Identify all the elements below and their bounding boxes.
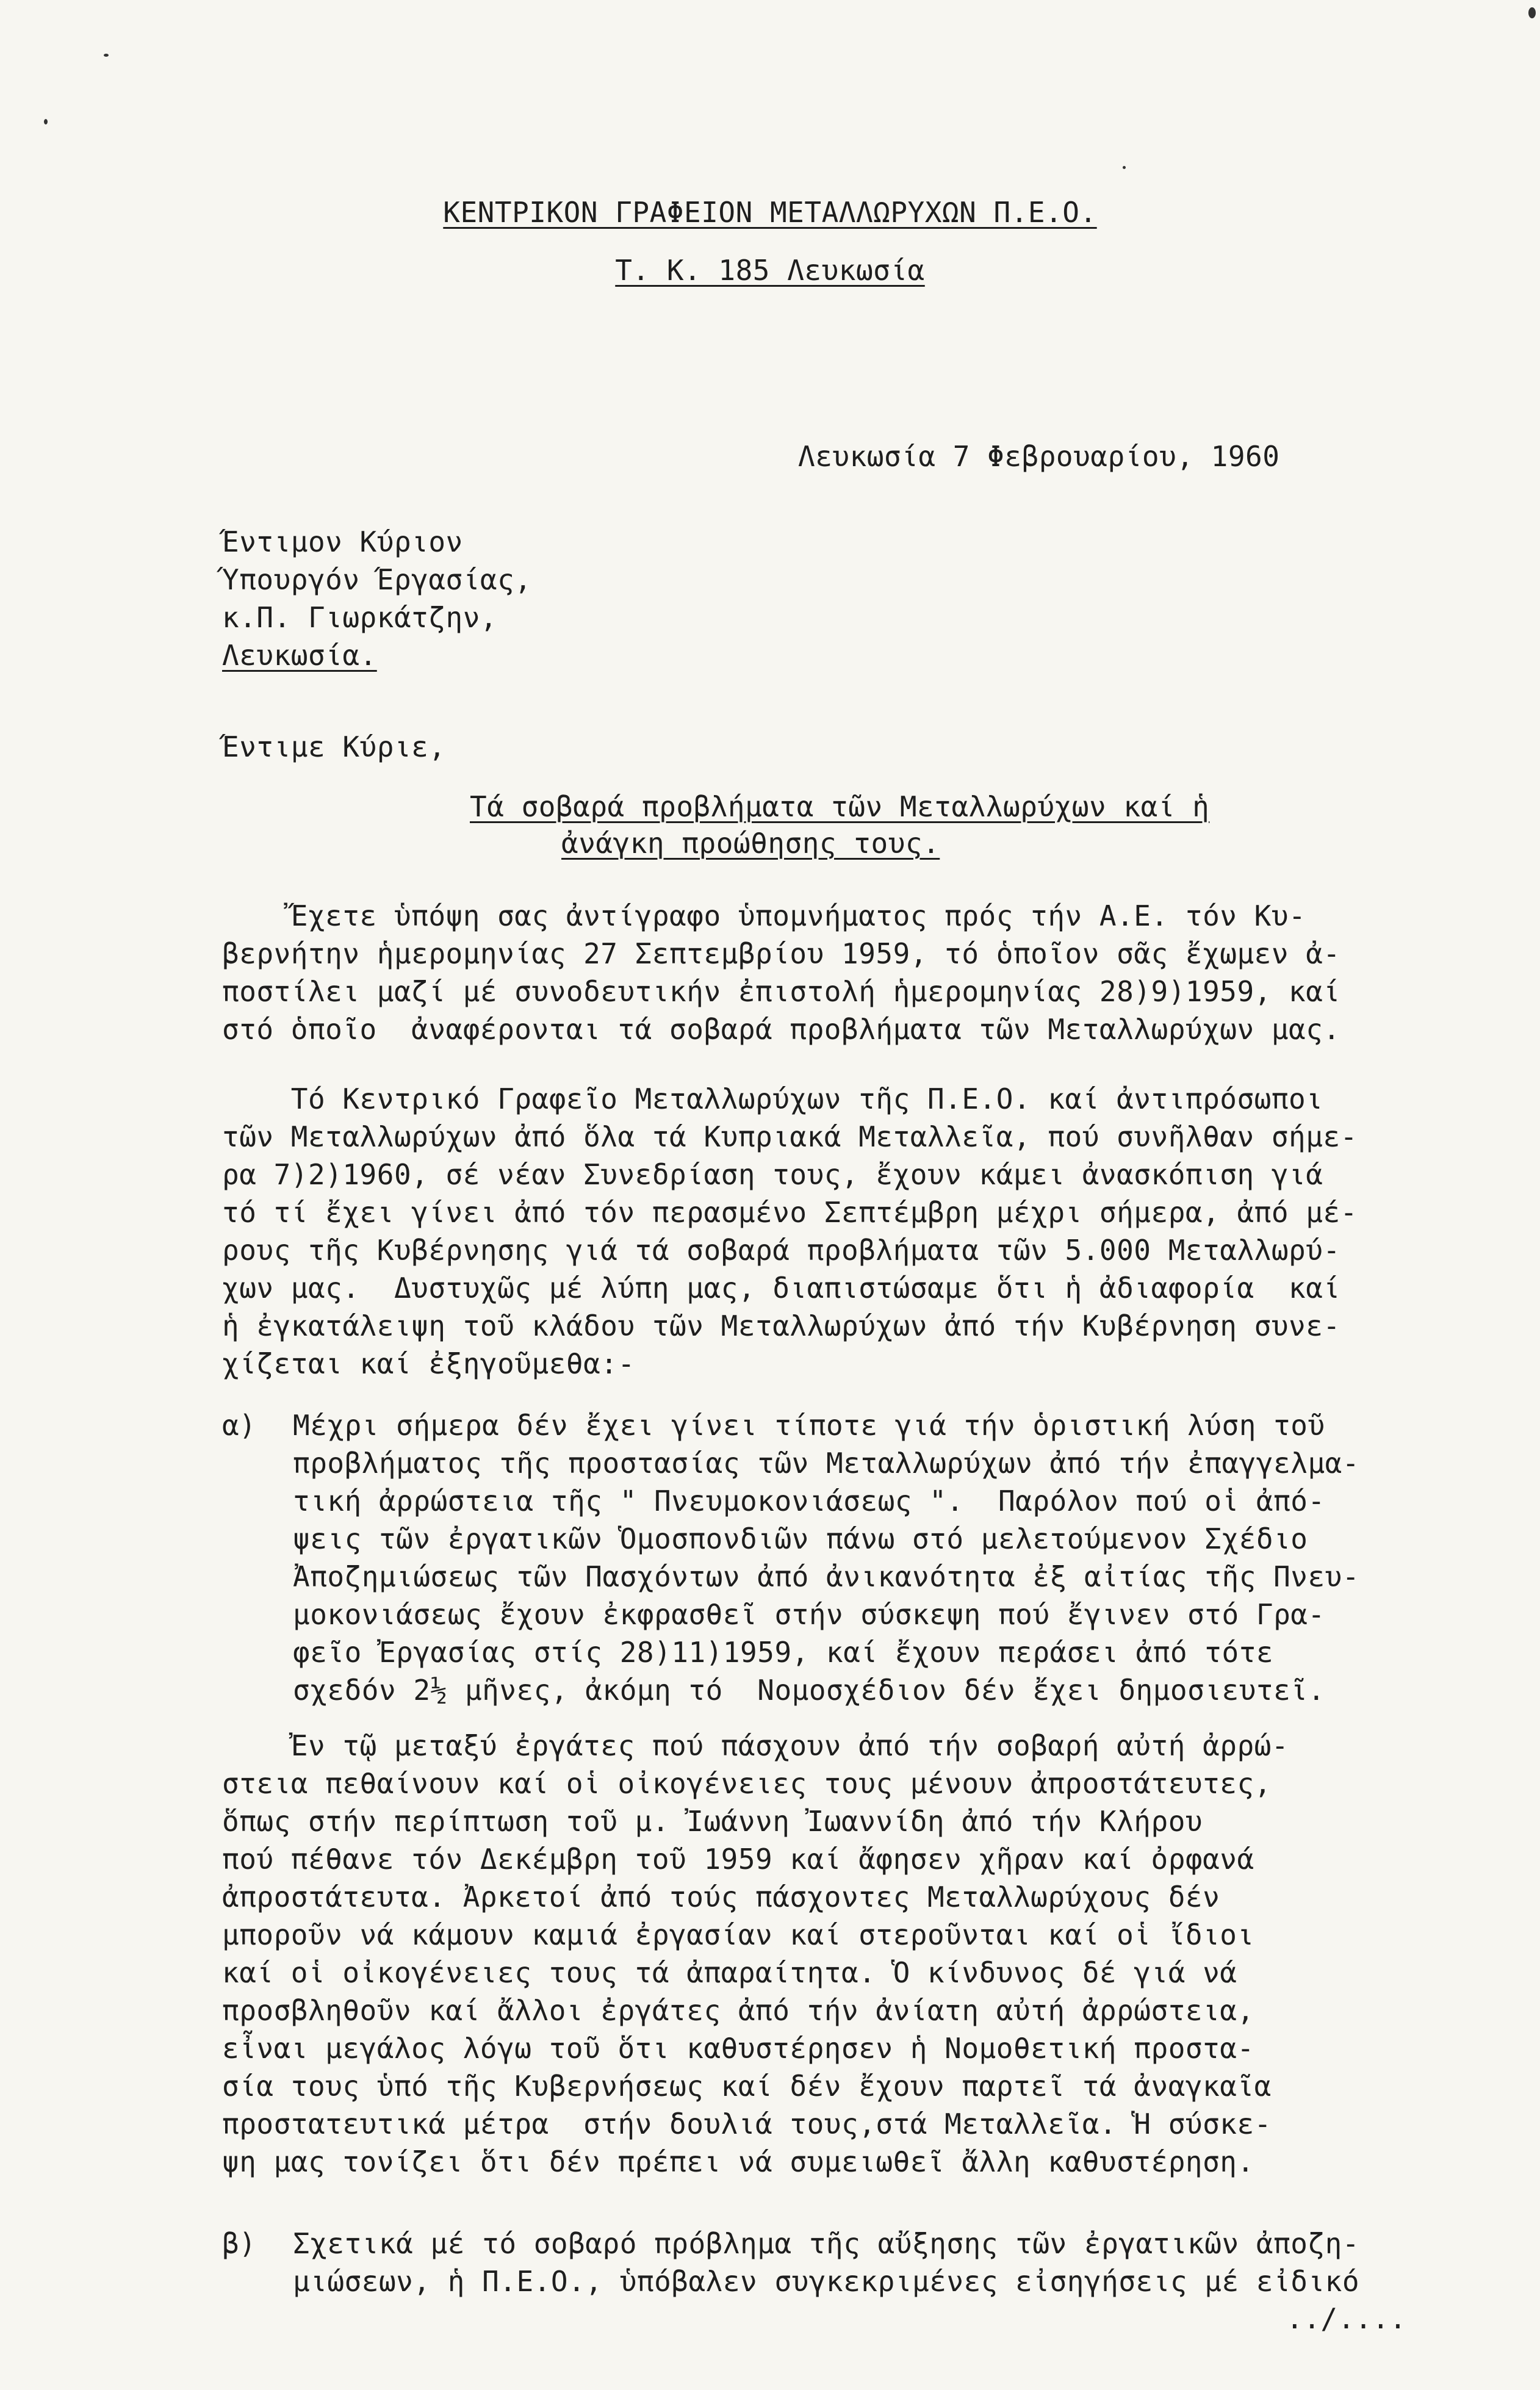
paragraph-2: Τό Κεντρικό Γραφεῖο Μεταλλωρύχων τῆς Π.Ε.Ο. καί ἀντιπρόσωποι τῶν Μεταλλωρύχων ἀπό ὅλα τά Κυπριακά Μεταλλεῖα, πού συνῆλθαν σήμε- ρα 7)2)1960, σέ νέαν Συνεδρίαση τους, ἔχουν κάμει ἀνασκόπιση γιά τό τί ἔχει γίνει ἀπό τόν περασμένο Σεπτέμβρη μέχρι σήμερα, ἀπό μέ- ρους τῆς Κυβέρνησης γιά τά σοβαρά προβλήματα τῶν 5.000 Μεταλλωρύ- χων μας. Δυστυχῶς μέ λύπη μας, διαπιστώσαμε ὅτι ἡ ἀδιαφορία καί ἡ ἐγκατάλειψη τοῦ κλάδου τῶν Μεταλλωρύχων ἀπό τήν Κυβέρνηση συνε- χίζεται καί ἐξηγοῦμεθα:- [222,1082,1358,1380]
recipient-line-3: κ.Π. Γιωρκάτζην, [222,601,498,634]
recipient-line-1: Έντιμον Κύριον [222,525,463,558]
date-line: Λευκωσία 7 Φεβρουαρίου, 1960 [798,440,1280,473]
paragraph-1: Ἔχετε ὑπόψη σας ἀντίγραφο ὑπομνήματος πρός τήν Α.Ε. τόν Κυ- βερνήτην ἡμερομηνίας 27 Σεπτεμβρίου 1959, τό ὁποῖον σᾶς ἔχωμεν ἀ- ποστίλει μαζί μέ συνοδευτικήν ἐπιστολή ἡμερομηνίας 28)9)1959, καί στό ὁποῖο ἀναφέρονται τά σοβαρά προβλήματα τῶν Μεταλλωρύχων μας. [222,899,1340,1046]
item-b-text: Σχετικά μέ τό σοβαρό πρόβλημα τῆς αὔξησης τῶν ἐργατικῶν ἀποζη- μιώσεων, ἡ Π.Ε.Ο., ὑπόβαλεν συγκεκριμένες εἰσηγήσεις μέ εἰδικό [293,2227,1360,2298]
scan-speck [1123,166,1126,169]
item-b-marker: β) [222,2227,256,2260]
recipient-line-2: Ύπουργόν Έργασίας, [222,563,532,596]
subject-line-2: ἀνάγκη προώθησης τους. [561,827,940,860]
scan-speck [104,54,109,57]
item-a-continuation: Ἐν τῷ μεταξύ ἐργάτες πού πάσχουν ἀπό τήν σοβαρή αὐτή ἀρρώ- στεια πεθαίνουν καί οἱ οἰκογένειες τους μένουν ἀπροστάτευτες, ὅπως στήν περίπτωση τοῦ μ. Ἰωάννη Ἰωαννίδη ἀπό τήν Κλήρου πού πέθανε τόν Δεκέμβρη τοῦ 1959 καί ἄφησεν χῆραν καί ὀρφανά ἀπροστάτευτα. Ἀρκετοί ἀπό τούς πάσχοντες Μεταλλωρύχους δέν μποροῦν νά κάμουν καμιά ἐργασίαν καί στεροῦνται καί οἱ ἴδιοι καί οἱ οἰκογένειες τους τά ἀπαραίτητα. Ὁ κίνδυνος δέ γιά νά προσβληθοῦν καί ἄλλοι ἐργάτες ἀπό τήν ἀνίατη αὐτή ἀρρώστεια, εἶναι μεγάλος λόγω τοῦ ὅτι καθυστέρησεν ἡ Νομοθετική προστα- σία τους ὑπό τῆς Κυβερνήσεως καί δέν ἔχουν παρτεῖ τά ἀναγκαῖα προστατευτικά μέτρα στήν δουλιά τους,στά Μεταλλεῖα. Ἡ σύσκε- ψη μας τονίζει ὅτι δέν πρέπει νά συμειωθεῖ ἄλλη καθυστέρηση. [222,1729,1289,2178]
scan-speck [44,119,48,124]
item-a-text: Μέχρι σήμερα δέν ἔχει γίνει τίποτε γιά τήν ὁριστική λύση τοῦ προβλήματος τῆς προστασίας τῶν Μεταλλωρύχων ἀπό τήν ἐπαγγελμα- τική ἀρρώστεια τῆς " Πνευμοκονιάσεως ". Παρόλον πού οἱ ἀπό- ψεις τῶν ἐργατικῶν Ὁμοσπονδιῶν πάνω στό μελετούμενον Σχέδιο Ἀποζημιώσεως τῶν Πασχόντων ἀπό ἀνικανότητα ἐξ αἰτίας τῆς Πνευ- μοκονιάσεως ἔχουν ἐκφρασθεῖ στήν σύσκεψη πού ἔγινεν στό Γρα- φεῖο Ἐργασίας στίς 28)11)1959, καί ἔχουν περάσει ἀπό τότε σχεδόν 2½ μῆνες, ἀκόμη τό Νομοσχέδιον δέν ἔχει δημοσιευτεῖ. [293,1409,1360,1707]
salutation: Έντιμε Κύριε, [222,730,446,763]
letterhead-title: ΚΕΝΤΡΙΚΟΝ ΓΡΑΦΕΙΟΝ ΜΕΤΑΛΛΩΡΥΧΩΝ Π.Ε.Ο. [443,196,1097,229]
letterhead-address: Τ. Κ. 185 Λευκωσία [615,254,925,287]
recipient-line-4: Λευκωσία. [222,639,377,672]
subject-line-1: Τά σοβαρά προβλήματα τῶν Μεταλλωρύχων καί ἡ [470,790,1210,823]
item-a-marker: α) [222,1409,256,1442]
scan-speck [1528,7,1536,18]
page-continue-mark: ../.... [1286,2302,1407,2335]
